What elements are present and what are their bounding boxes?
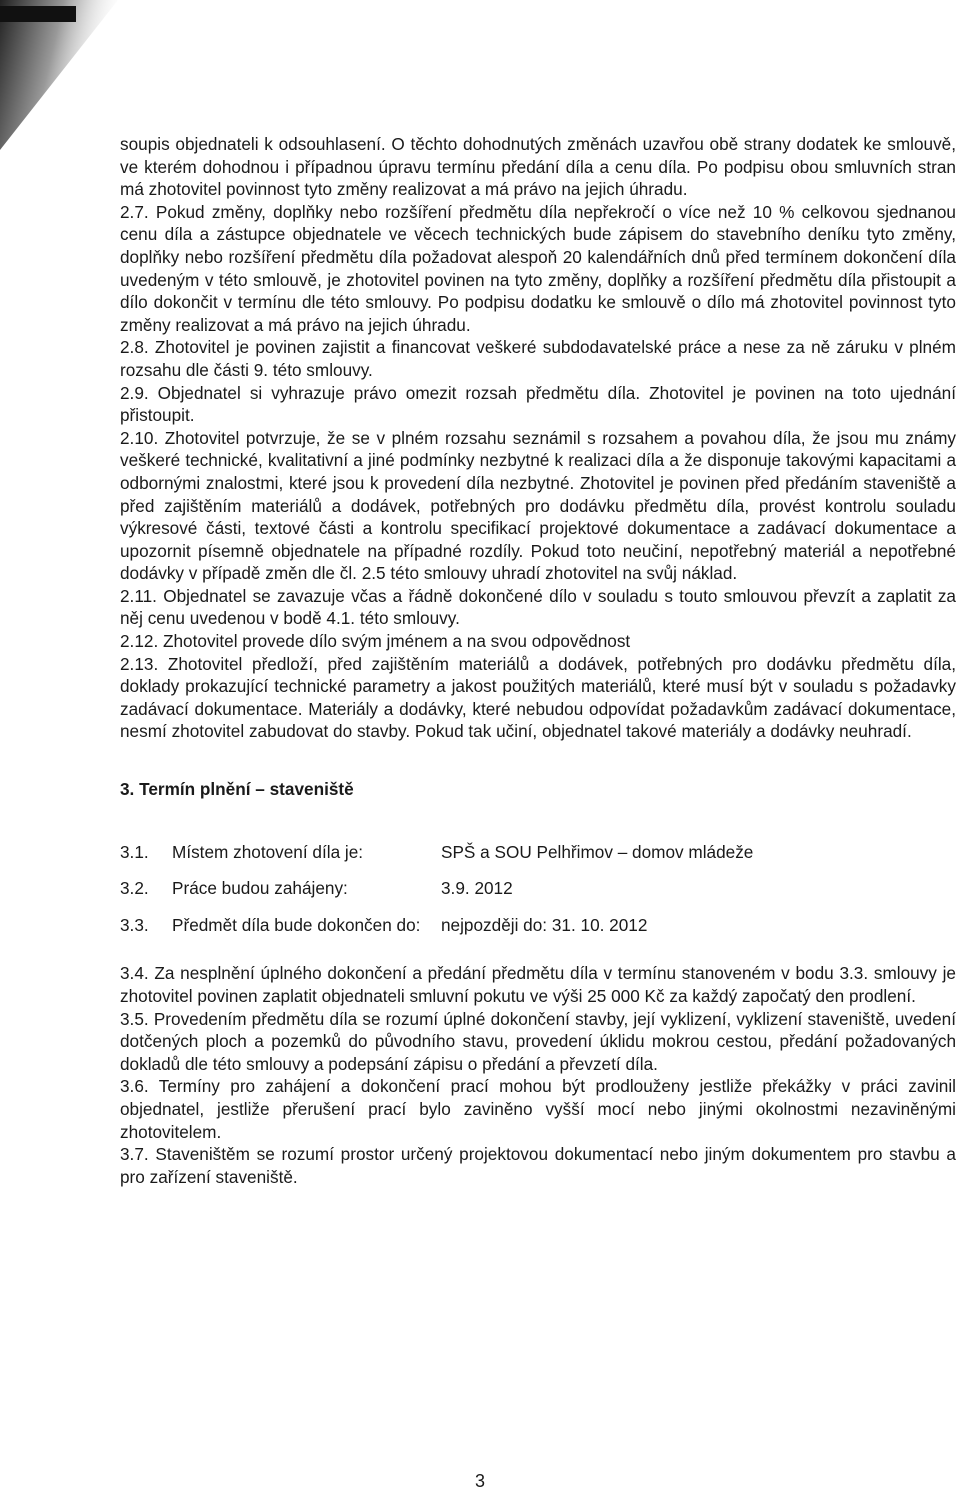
term-value: 3.9. 2012 — [441, 878, 513, 899]
term-number: 3.2. — [120, 878, 149, 899]
paragraph-2-13: 2.13. Zhotovitel předloží, před zajištěním materiálů a dodávek, potřebných pro dodávku předmětu díla, doklady prokazující technické parametry a jakost použitých materiálů, které musí být v souladu s požadavky zadávací dokumentace. Materiály a dodávky, které nebudou odpovídat požadavkům zadávací dokumentace, nesmí zhotovitel zabudovat do stavby. Pokud tak učiní, objednatel takové materiály a dodávky neuhradí. — [120, 653, 956, 742]
paragraph-3-5: 3.5. Provedením předmětu díla se rozumí úplné dokončení stavby, její vyklizení, vyklizení staveniště, uvedení dotčených ploch a pozemků do původního stavu, provedení úklidu mokrou cestou, předání požadovaných dokladů dle této smlouvy a podepsání zápisu o předání a převzetí díla. — [120, 1008, 956, 1074]
paragraph-2-11: 2.11. Objednatel se zavazuje včas a řádně dokončené dílo v souladu s touto smlouvou převzít a zaplatit za něj cenu uvedenou v bodě 4.1. této smlouvy. — [120, 585, 956, 629]
paragraph-2-8: 2.8. Zhotovitel je povinen zajistit a financovat veškeré subdodavatelské práce a nese za ně záruku v plném rozsahu dle části 9. této smlouvy. — [120, 337, 956, 380]
term-label: Práce budou zahájeny: — [172, 878, 348, 899]
paragraph-3-7: 3.7. Staveništěm se rozumí prostor určený projektovou dokumentací nebo jiným dokumentem pro stavbu a pro zařízení staveniště. — [120, 1144, 956, 1187]
section-heading: 3. Termín plnění – staveniště — [120, 779, 354, 800]
term-number: 3.3. — [120, 914, 149, 935]
paragraph-2-7: 2.7. Pokud změny, doplňky nebo rozšíření předmětu díla nepřekročí o více než 10 % celkovou sjednanou cenu díla a zástupce objednatele ve věcech technických bude zápisem do stavebního deníku tyto změny, doplňky nebo rozšíření předmětu díla požadovat alespoň 20 kalendářních dnů před termínem dokončení díla uvedeným v této smlouvě, je zhotovitel povinen na tyto změny, doplňky a rozšíření předmětu díla přistoupit a dílo dokončit v termínu dle této smlouvy. Po podpisu dodatku ke smlouvě o dílo má zhotovitel povinnost tyto změny realizovat a má právo na jejich úhradu. — [120, 201, 956, 335]
paragraph-2-10: 2.10. Zhotovitel potvrzuje, že se v plném rozsahu seznámil s rozsahem a povahou díla, že jsou mu známy veškeré technické, kvalitativní a jiné podmínky nezbytné k realizaci díla a že disponuje takovými kapacitami a odbornými znalostmi, které jsou k provedení díla nezbytné. Zhotovitel je povinen před předáním staveniště a před zajištěním materiálů a dodávek, potřebných pro dodávku předmětu díla, provést kontrolu souladu výkresové části, textové části a kontrolu specifikací projektové dokumentace a zadávací dokumentace a upozornit písemně objednatele na případné rozdíly. Pokud toto neučiní, nepotřebný materiál a nepotřebné dodávky v případě změn dle čl. 2.5 této smlouvy uhradí zhotovitel na svůj náklad. — [120, 427, 956, 584]
term-label: Místem zhotovení díla je: — [172, 841, 364, 862]
paragraph-2-12: 2.12. Zhotovitel provede dílo svým jménem a na svou odpovědnost — [120, 631, 631, 652]
term-value: SPŠ a SOU Pelhřimov – domov mládeže — [441, 841, 754, 862]
paragraph-2-6-cont: soupis objednateli k odsouhlasení. O těchto dohodnutých změnách uzavřou obě strany dodatek ke smlouvě, ve kterém dohodnou i případnou úpravu termínu předání díla a cenu díla. Po podpisu obou smluvních stran má zhotovitel povinnost tyto změny realizovat a má právo na jejich úhradu. — [120, 134, 956, 200]
paragraph-3-4: 3.4. Za nesplnění úplného dokončení a předání předmětu díla v termínu stanoveném v bodu 3.3. smlouvy je zhotovitel povinen zaplatit objednateli smluvní pokutu ve výši 25 000 Kč za každý započatý den prodlení. — [120, 963, 956, 1006]
document-body — [120, 133, 956, 1188]
page-number: 3 — [474, 1471, 485, 1491]
paragraph-3-6: 3.6. Termíny pro zahájení a dokončení prací mohou být prodlouženy jestliže překážky v práci zavinil objednatel, jestliže přerušení prací bylo zaviněno vyšší mocí nebo jinými okolnostmi nezaviněnými zhotovitelem. — [120, 1076, 956, 1142]
scan-shadow-mark — [0, 0, 130, 170]
term-label: Předmět díla bude dokončen do: — [172, 914, 421, 935]
term-value: nejpozději do: 31. 10. 2012 — [441, 914, 648, 935]
terms-table — [120, 841, 956, 937]
paragraph-2-9: 2.9. Objednatel si vyhrazuje právo omezit rozsah předmětu díla. Zhotovitel je povinen na toto ujednání přistoupit. — [120, 382, 956, 426]
term-number: 3.1. — [120, 841, 149, 862]
